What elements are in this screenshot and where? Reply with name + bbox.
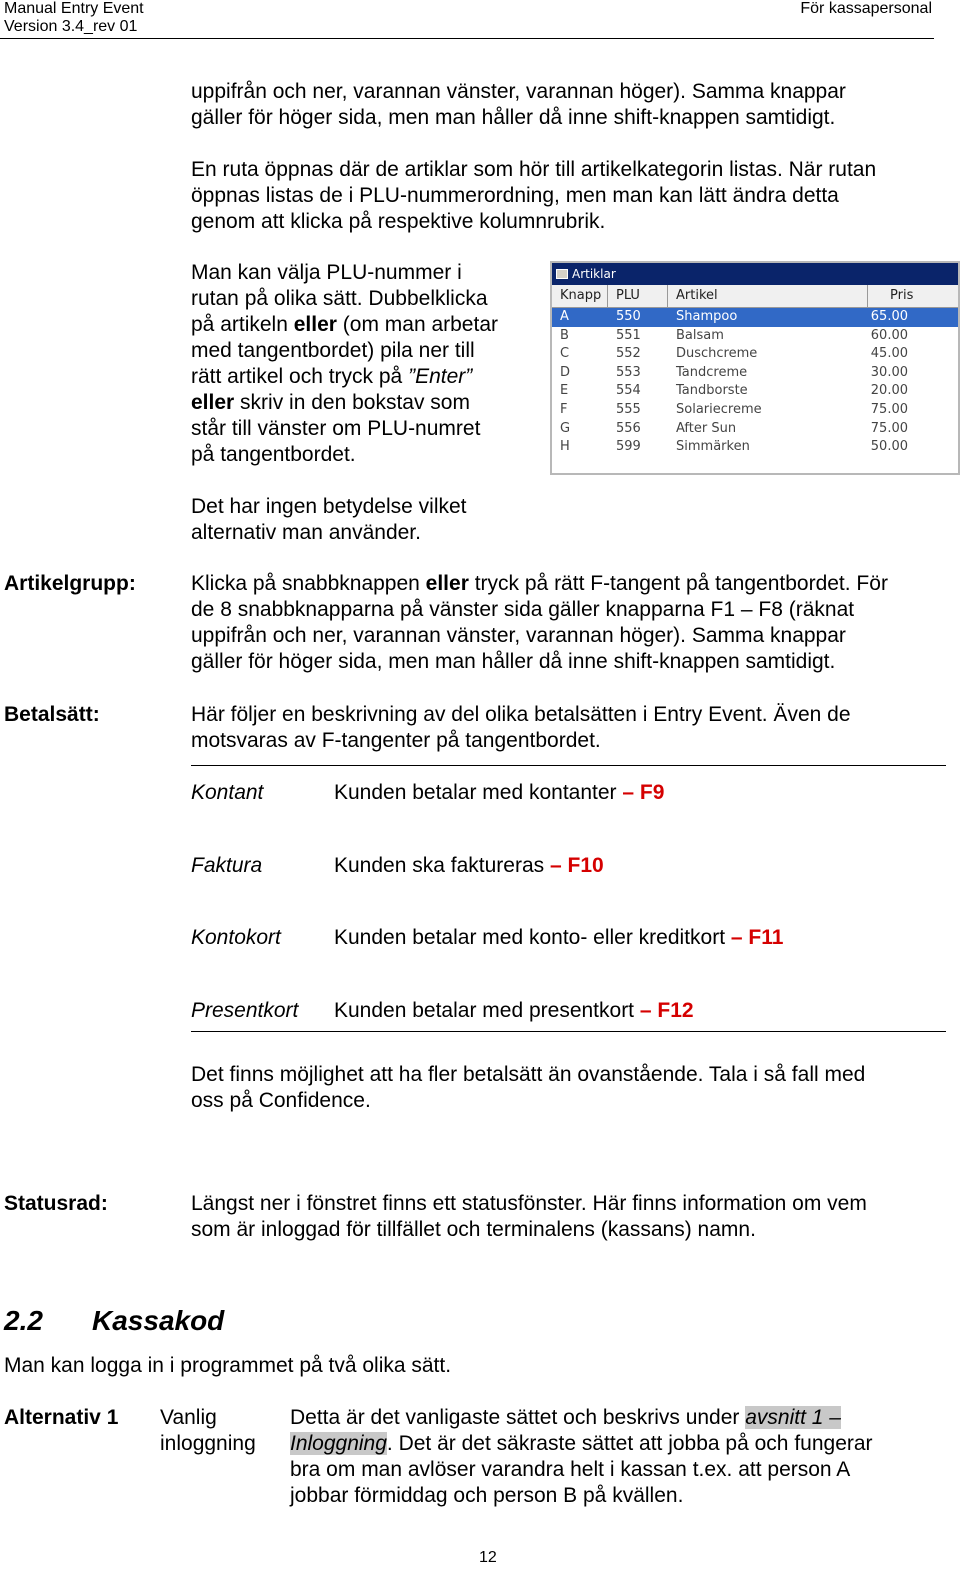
text-line	[191, 312, 498, 338]
article-row[interactable]	[552, 438, 958, 457]
statusrad-label: Statusrad:	[4, 1192, 108, 1215]
article-price-text: 75.00	[870, 401, 908, 417]
article-key	[552, 327, 608, 346]
text-fragment: Kunden betalar med konto- eller kreditkort	[334, 926, 731, 949]
article-price	[868, 345, 958, 364]
text-line: En ruta öppnas där de artiklar som hör till artikelkategorin listas. När rutan	[191, 158, 877, 181]
payment-method-desc	[334, 780, 664, 806]
alternativ-1-type	[160, 1405, 256, 1457]
article-plu-text: 550	[616, 309, 641, 324]
text-line	[191, 390, 498, 416]
cross-reference-link[interactable]: avsnitt 1 –	[745, 1406, 841, 1429]
dash: –	[622, 781, 635, 804]
text-line: öppnas listas de i PLU-nummerordning, men man kan lätt ändra detta	[191, 184, 839, 207]
artikelgrupp-label: Artikelgrupp:	[4, 572, 136, 595]
column-header-pris[interactable]: Pris	[890, 288, 914, 303]
article-plu	[608, 308, 668, 327]
article-plu-text: 599	[616, 439, 641, 455]
article-row[interactable]	[552, 327, 958, 346]
window-icon	[556, 269, 568, 279]
text-line: uppifrån och ner, varannan vänster, varannan höger). Samma knappar	[191, 80, 846, 103]
article-plu	[608, 327, 668, 346]
article-name	[668, 401, 868, 420]
payment-method-name: Kontokort	[191, 926, 281, 949]
article-price	[868, 308, 958, 327]
articles-window-title: Artiklar	[572, 267, 616, 281]
article-row[interactable]	[552, 401, 958, 420]
article-price-text: 75.00	[870, 420, 908, 436]
article-key	[552, 308, 608, 327]
payment-method-name: Presentkort	[191, 999, 299, 1022]
payment-table-top-rule	[191, 765, 946, 766]
text-line: de 8 snabbknapparna på vänster sida gäller knapparna F1 – F8 (räknat	[191, 598, 855, 621]
article-plu-text: 552	[616, 346, 641, 362]
article-key-text: B	[560, 327, 569, 343]
article-plu	[608, 364, 668, 383]
article-price-text: 50.00	[870, 439, 908, 455]
text-fragment: . Det är det säkraste sättet att jobba på och fungerar	[386, 1432, 873, 1455]
intro-paragraph-4	[191, 494, 467, 546]
text-line: Längst ner i fönstret finns ett statusfönster. Här finns information om vem	[191, 1192, 867, 1215]
cross-reference-link[interactable]: Inloggning	[290, 1432, 387, 1455]
text-fragment: rätt artikel och tryck på	[191, 365, 409, 388]
article-name	[668, 327, 868, 346]
article-name-text: Tandcreme	[676, 364, 748, 380]
text-line: rutan på olika sätt. Dubbelklicka	[191, 287, 488, 310]
article-name-text: Balsam	[676, 327, 724, 343]
articles-list	[552, 308, 958, 457]
article-name	[668, 364, 868, 383]
text-line: jobbar förmiddag och person B på kvällen.	[290, 1484, 684, 1507]
header-rule	[0, 38, 934, 39]
text-line: Här följer en beskrivning av del olika betalsätten i Entry Event. Även de	[191, 703, 851, 726]
text-line: genom att klicka på respektive kolumnrubrik.	[191, 210, 606, 233]
article-name	[668, 420, 868, 439]
article-price	[868, 420, 958, 439]
article-price-text: 65.00	[870, 309, 908, 324]
article-plu-text: 554	[616, 383, 641, 399]
article-key	[552, 345, 608, 364]
article-row[interactable]	[552, 382, 958, 401]
text-line: på tangentbordet.	[191, 443, 356, 466]
article-key-text: D	[560, 364, 571, 380]
text-line: Vanlig	[160, 1406, 217, 1429]
article-plu-text: 553	[616, 364, 641, 380]
text-line: Det finns möjlighet att ha fler betalsätt än ovanstående. Tala i så fall med	[191, 1063, 866, 1086]
text-fragment: Kunden betalar med kontanter	[334, 781, 623, 804]
article-name-text: After Sun	[676, 420, 737, 436]
text-line: alternativ man använder.	[191, 521, 421, 544]
article-key	[552, 420, 608, 439]
text-line: med tangentbordet) pila ner till	[191, 339, 475, 362]
articles-window-titlebar	[552, 263, 958, 285]
text-line: står till vänster om PLU-numret	[191, 417, 481, 440]
article-plu-text: 551	[616, 327, 641, 343]
function-key: F9	[639, 781, 665, 804]
article-name-text: Duschcreme	[676, 346, 758, 362]
article-price	[868, 438, 958, 457]
article-key	[552, 382, 608, 401]
text-line: Det har ingen betydelse vilket	[191, 495, 467, 518]
article-price-text: 45.00	[870, 346, 908, 362]
payment-method-name: Faktura	[191, 854, 263, 877]
doc-audience: För kassapersonal	[800, 0, 932, 17]
article-price	[868, 401, 958, 420]
text-line	[290, 1405, 873, 1431]
article-key-text: A	[560, 309, 569, 324]
betalsatt-text	[191, 702, 851, 754]
article-price	[868, 327, 958, 346]
key-name: ”Enter”	[408, 365, 473, 388]
payment-table-bottom-rule	[191, 1031, 946, 1032]
dash: –	[730, 926, 743, 949]
payment-method-desc	[334, 998, 694, 1024]
section-title: Kassakod	[92, 1305, 225, 1336]
article-name-text: Solariecreme	[676, 401, 762, 417]
column-header-artikel[interactable]: Artikel	[668, 285, 868, 307]
article-row[interactable]	[552, 420, 958, 439]
article-name-text: Shampoo	[676, 309, 738, 324]
article-key	[552, 401, 608, 420]
text-line: bra om man avlöser varandra helt i kassan t.ex. att person A	[290, 1458, 851, 1481]
text-line: som är inloggad för tillfället och terminalens (kassans) namn.	[191, 1218, 756, 1241]
column-header-plu[interactable]: PLU	[608, 285, 668, 307]
article-row[interactable]	[552, 345, 958, 364]
article-price-text: 20.00	[870, 383, 908, 399]
article-key-text: H	[560, 439, 570, 455]
article-name	[668, 382, 868, 401]
emphasis: eller	[425, 572, 469, 595]
text-line: inloggning	[160, 1432, 256, 1455]
text-line	[191, 571, 888, 597]
article-plu	[608, 438, 668, 457]
dash: –	[549, 854, 562, 877]
article-plu	[608, 420, 668, 439]
article-key-text: G	[560, 420, 571, 436]
text-line: uppifrån och ner, varannan vänster, varannan höger). Samma knappar	[191, 624, 846, 647]
article-key-text: E	[560, 383, 569, 399]
article-key	[552, 364, 608, 383]
article-name	[668, 438, 868, 457]
artikelgrupp-text	[191, 571, 888, 675]
doc-version: Version 3.4_rev 01	[4, 18, 138, 35]
articles-window	[550, 261, 960, 475]
dash: –	[639, 999, 652, 1022]
article-name-text: Simmärken	[676, 439, 750, 455]
article-price-text: 30.00	[870, 364, 908, 380]
alternativ-1-text	[290, 1405, 873, 1509]
article-key-text: C	[560, 346, 570, 362]
article-price-text: 60.00	[870, 327, 908, 343]
article-plu	[608, 345, 668, 364]
article-price	[868, 382, 958, 401]
text-fragment: tryck på rätt F-tangent på tangentbordet. För	[468, 572, 888, 595]
articles-column-headers	[552, 285, 958, 308]
alternativ-1-label: Alternativ 1	[4, 1406, 119, 1429]
article-plu-text: 555	[616, 401, 641, 417]
text-line: Man kan välja PLU-nummer i	[191, 261, 462, 284]
text-line: oss på Confidence.	[191, 1089, 371, 1112]
intro-paragraph-3	[191, 260, 498, 468]
text-fragment: Kunden ska faktureras	[334, 854, 550, 877]
article-row[interactable]	[552, 308, 958, 327]
text-fragment: Kunden betalar med presentkort	[334, 999, 640, 1022]
function-key: F11	[748, 926, 784, 949]
betalsatt-note	[191, 1062, 865, 1114]
article-name	[668, 308, 868, 327]
page-number: 12	[479, 1549, 497, 1566]
article-price	[868, 364, 958, 383]
text-line: motsvaras av F-tangenter på tangentbordet.	[191, 729, 601, 752]
betalsatt-label: Betalsätt:	[4, 703, 100, 726]
text-fragment: Detta är det vanligaste sättet och beskrivs under	[290, 1406, 746, 1429]
article-key-text: F	[560, 401, 568, 417]
emphasis: eller	[293, 313, 337, 336]
article-plu	[608, 382, 668, 401]
text-fragment: (om man arbetar	[336, 313, 498, 336]
text-line	[290, 1431, 873, 1457]
function-key: F10	[567, 854, 604, 877]
text-fragment: på artikeln	[191, 313, 294, 336]
payment-method-desc	[334, 925, 783, 951]
section-number: 2.2	[4, 1305, 43, 1336]
section-intro: Man kan logga in i programmet på två olika sätt.	[4, 1354, 452, 1377]
intro-paragraph-2	[191, 157, 876, 235]
payment-method-desc	[334, 853, 604, 879]
text-fragment: skriv in den bokstav som	[234, 391, 470, 414]
payment-method-name: Kontant	[191, 781, 264, 804]
article-plu-text: 556	[616, 420, 641, 436]
column-header-knapp[interactable]: Knapp	[552, 285, 608, 307]
text-line: gäller för höger sida, men man håller då inne shift-knappen samtidigt.	[191, 106, 836, 129]
article-key	[552, 438, 608, 457]
statusrad-text	[191, 1191, 867, 1243]
doc-title: Manual Entry Event	[4, 0, 144, 17]
text-fragment: Klicka på snabbknappen	[191, 572, 426, 595]
article-name	[668, 345, 868, 364]
intro-paragraph-1	[191, 79, 846, 131]
article-plu	[608, 401, 668, 420]
emphasis: eller	[191, 391, 235, 414]
article-row[interactable]	[552, 364, 958, 383]
text-line	[191, 364, 498, 390]
function-key: F12	[657, 999, 694, 1022]
article-name-text: Tandborste	[676, 383, 748, 399]
text-line: gäller för höger sida, men man håller då inne shift-knappen samtidigt.	[191, 650, 836, 673]
